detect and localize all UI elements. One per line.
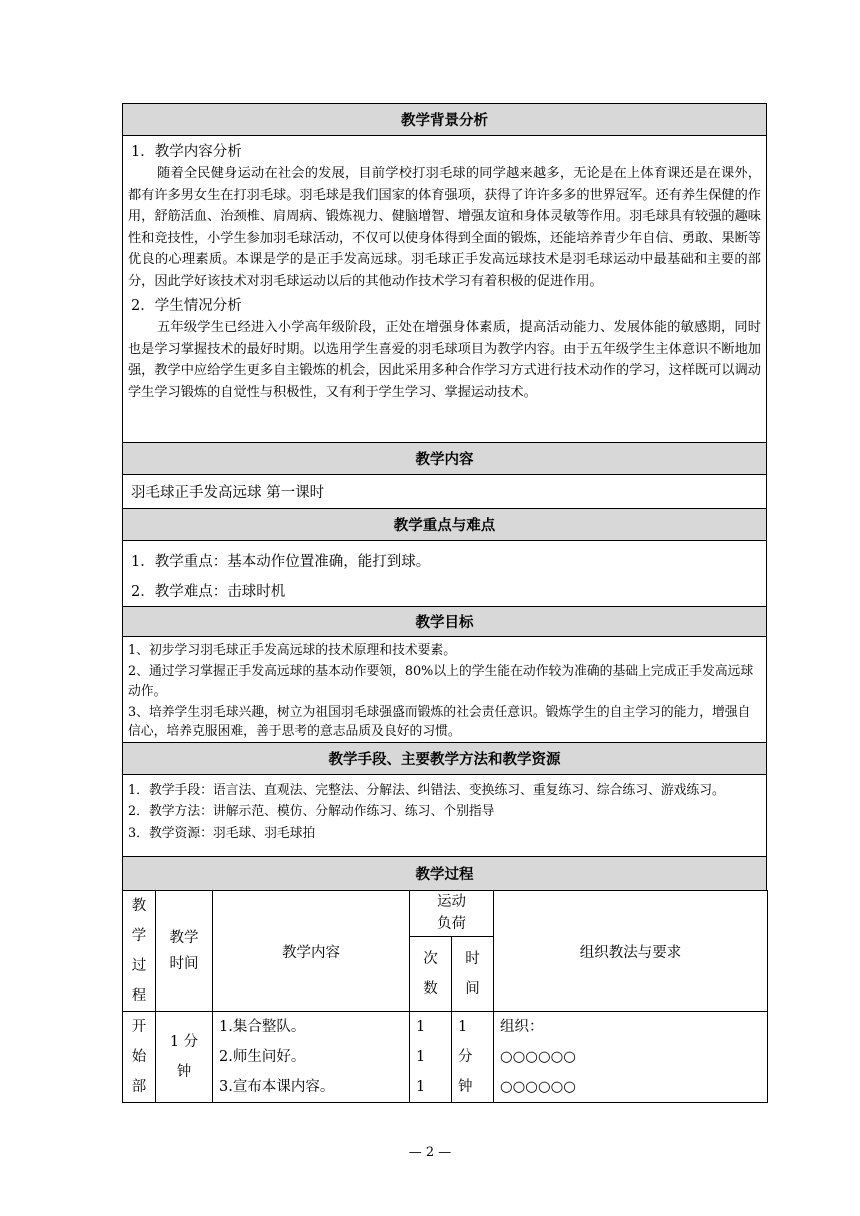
goals-header: 教学目标 <box>122 606 767 636</box>
page-number: — 2 — <box>408 1145 452 1160</box>
methods-body <box>122 774 767 856</box>
goal-item: 1、初步学习羽毛球正手发高远球的技术原理和技术要素。 <box>128 643 457 658</box>
section1-title: 1．教学内容分析 <box>131 144 242 160</box>
section2-text: 五年级学生已经进入小学高年级阶段，正处在增强身体素质，提高活动能力、发展体能的敏感期，同时也是学习掌握技术的最好时期。以选用学生喜爱的羽毛球项目为教学内容。由于五年级学生主体意识不断地加强，教学中应给学生更多自主锻炼的机会，因此采用多种合作学习方式进行技术动作的学习，这样既可以调动学生学习锻炼的自觉性与积极性，又有利于学生学习、掌握运动技术。 <box>128 320 761 400</box>
process-table <box>122 890 768 1103</box>
method-item: 2．教学方法：讲解示范、模仿、分解动作练习、练习、个别指导 <box>128 804 495 820</box>
key-point: 1．教学重点：基本动作位置准确，能打到球。 <box>131 554 431 570</box>
key-points-body <box>122 540 767 606</box>
goal-item: 2、通过学习掌握正手发高远球的基本动作要领，80%以上的学生能在动作较为准确的基础上完成正手发高远球动作。 <box>128 664 754 699</box>
method-item: 3．教学资源：羽毛球、羽毛球拍 <box>128 825 316 841</box>
content-cell: 1.集合整队。 2.师生问好。 3.宣布本课内容。 <box>213 1012 410 1103</box>
col-content: 教学内容 <box>213 891 410 1012</box>
goal-item: 3、培养学生羽毛球兴趣，树立为祖国羽毛球强盛而锻炼的社会责任意识。锻炼学生的自主学习的能力，增强自信心，培养克服困难，善于思考的意志品质及良好的习惯。 <box>128 704 751 740</box>
time-cell: 1 分 钟 <box>156 1012 213 1103</box>
process-header: 教学过程 <box>122 856 767 890</box>
section2-title: 2．学生情况分析 <box>131 298 242 314</box>
method-item: 1．教学手段：语言法、直观法、完整法、分解法、纠错法、变换练习、重复练习、综合练习、游戏练习。 <box>128 783 725 798</box>
process-table-wrap <box>122 890 767 1103</box>
stage-cell: 开 始 部 <box>123 1012 156 1103</box>
lesson-plan-table <box>122 103 767 1103</box>
background-header: 教学背景分析 <box>122 103 767 135</box>
content-body <box>122 474 767 508</box>
col-duration: 时 间 <box>452 936 494 1011</box>
col-time: 教学 时间 <box>156 891 213 1012</box>
duration-cell: 1 分 钟 <box>452 1012 494 1103</box>
col-org: 组织教法与要求 <box>494 891 768 1012</box>
count-cell: 1 1 1 <box>410 1012 452 1103</box>
difficult-point: 2．教学难点：击球时机 <box>131 584 286 600</box>
key-points-header: 教学重点与难点 <box>122 508 767 540</box>
methods-header: 教学手段、主要教学方法和教学资源 <box>122 742 767 774</box>
col-load: 运动 负荷 <box>410 891 494 937</box>
table-row <box>123 1012 768 1103</box>
col-stage: 教 学 过 程 <box>123 891 156 1012</box>
section1-text: 随着全民健身运动在社会的发展，目前学校打羽毛球的同学越来越多，无论是在上体育课还是在课外，都有许多男女生在打羽毛球。羽毛球是我们国家的体育强项，获得了许许多多的世界冠军。还有养生保健的作用，舒筋活血、治颈椎、肩周病、锻炼视力、健脑增智、增强友谊和身体灵敏等作用。羽毛球具有较强的趣味性和竞技性，小学生参加羽毛球活动，不仅可以使身体得到全面的锻炼，还能培养青少年自信、勇敢、果断等优良的心理素质。本课是学的是正手发高远球。羽毛球正手发高远球技术是羽毛球运动中最基础和主要的部分，因此学好该技术对羽毛球运动以后的其他动作技术学习有着积极的促进作用。 <box>128 166 761 289</box>
content-header: 教学内容 <box>122 442 767 474</box>
background-body <box>122 135 767 442</box>
content-text: 羽毛球正手发高远球 第一课时 <box>131 485 325 501</box>
org-cell: 组织： ○○○○○○ ○○○○○○ <box>494 1012 768 1103</box>
goals-body <box>122 636 767 742</box>
col-count: 次 数 <box>410 936 452 1011</box>
